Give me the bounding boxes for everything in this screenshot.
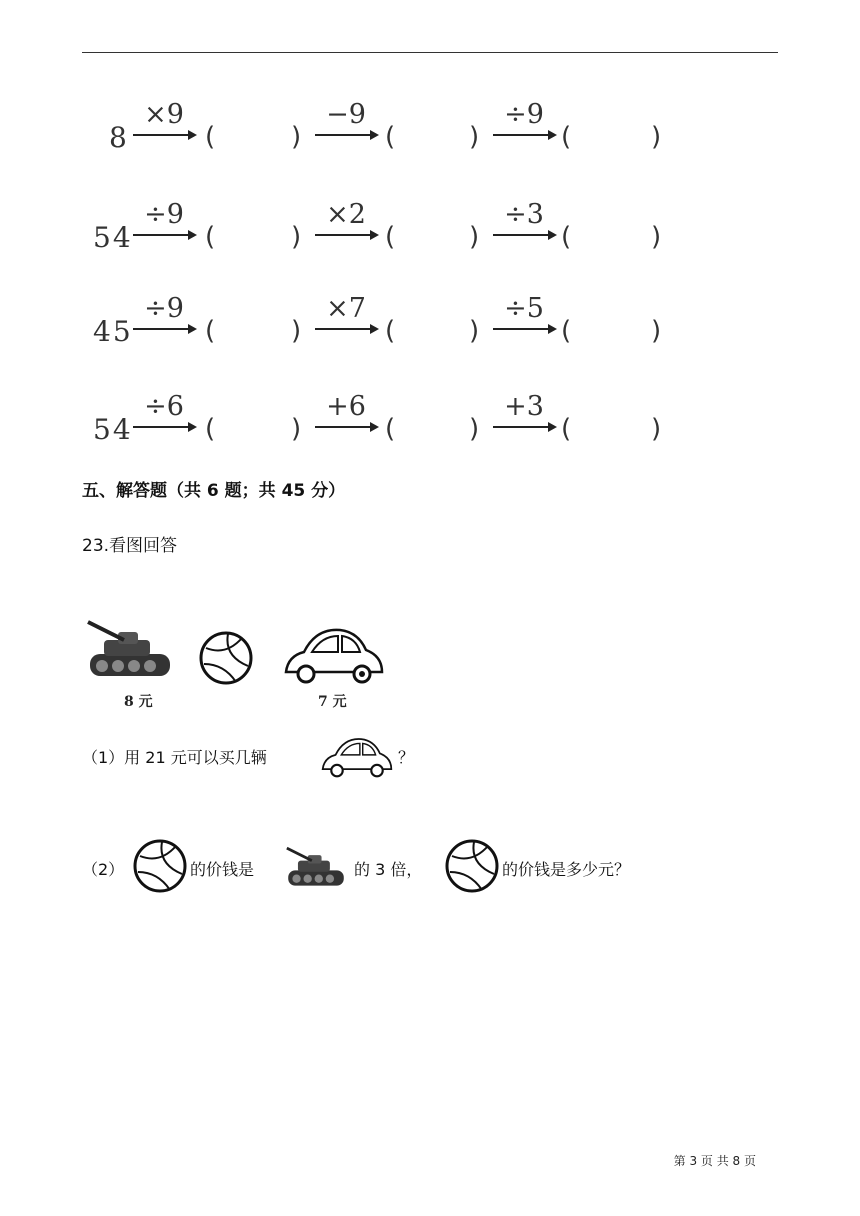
operation-label: ×7: [326, 293, 366, 324]
arrow-icon: [133, 328, 189, 330]
q2-prefix: （2）: [82, 860, 125, 879]
operation-arrow: [315, 100, 381, 150]
operation-label: ÷6: [144, 391, 184, 422]
operation-arrow: [133, 392, 199, 442]
operation-label: ÷5: [504, 293, 544, 324]
arrow-icon: [493, 426, 549, 428]
arrow-icon: [493, 328, 549, 330]
start-number: 54: [93, 221, 133, 254]
operation-label: ×9: [144, 99, 184, 130]
answer-blank-open[interactable]: (: [205, 222, 216, 252]
answer-blank-close: ): [469, 414, 480, 444]
q2-end: 的价钱是多少元？: [502, 860, 631, 879]
answer-blank-open[interactable]: (: [561, 414, 572, 444]
chain-row: [95, 200, 695, 260]
tank-icon: [282, 844, 350, 894]
answer-blank-close: ): [651, 414, 662, 444]
arrow-icon: [133, 134, 189, 136]
operation-arrow: [315, 392, 381, 442]
operation-label: +3: [504, 391, 544, 422]
start-number: 45: [93, 315, 133, 348]
answer-blank-open[interactable]: (: [385, 316, 396, 346]
chain-row: [95, 100, 695, 160]
answer-blank-close: ): [651, 222, 662, 252]
answer-blank-close: ): [469, 122, 480, 152]
car-price: 7 元: [318, 694, 347, 710]
answer-blank-close: ): [651, 316, 662, 346]
header-rule: [82, 52, 778, 53]
answer-blank-close: ): [291, 316, 302, 346]
section-title: 五、解答题（共 6 题；共 45 分）: [82, 481, 346, 501]
volleyball-icon: [198, 630, 254, 686]
q2-times: 的 3 倍，: [354, 860, 423, 879]
operation-label: −9: [326, 99, 366, 130]
car-icon: [282, 620, 386, 690]
answer-blank-open[interactable]: (: [205, 414, 216, 444]
operation-arrow: [493, 100, 559, 150]
operation-label: ÷3: [504, 199, 544, 230]
operation-arrow: [493, 294, 559, 344]
q1-suffix: ？: [398, 748, 415, 767]
answer-blank-open[interactable]: (: [561, 222, 572, 252]
arrow-icon: [133, 426, 189, 428]
page-footer: 第 3 页 共 8 页: [673, 1154, 756, 1168]
answer-blank-open[interactable]: (: [561, 316, 572, 346]
arrow-icon: [315, 134, 371, 136]
arrow-icon: [133, 234, 189, 236]
answer-blank-open[interactable]: (: [385, 222, 396, 252]
volleyball-icon: [444, 838, 500, 894]
arrow-icon: [315, 328, 371, 330]
operation-arrow: [133, 100, 199, 150]
answer-blank-close: ): [291, 414, 302, 444]
answer-blank-close: ): [291, 222, 302, 252]
q2-middle: 的价钱是: [190, 860, 255, 879]
arrow-icon: [493, 234, 549, 236]
sub-question-1: [82, 745, 267, 768]
answer-blank-open[interactable]: (: [205, 316, 216, 346]
operation-arrow: [493, 392, 559, 442]
start-number: 8: [109, 121, 129, 154]
volleyball-icon: [132, 838, 188, 894]
operation-arrow: [133, 294, 199, 344]
operation-label: ÷9: [144, 293, 184, 324]
operation-label: +6: [326, 391, 366, 422]
car-icon: [318, 732, 396, 782]
operation-arrow: [315, 200, 381, 250]
q1-text: （1）用 21 元可以买几辆: [82, 748, 267, 767]
chain-row: [95, 294, 695, 354]
start-number: 54: [93, 413, 133, 446]
question-title: 23.看图回答: [82, 536, 178, 556]
operation-label: ÷9: [504, 99, 544, 130]
answer-blank-close: ): [469, 222, 480, 252]
arrow-icon: [315, 426, 371, 428]
answer-blank-close: ): [291, 122, 302, 152]
operation-label: ×2: [326, 199, 366, 230]
answer-blank-open[interactable]: (: [205, 122, 216, 152]
answer-blank-close: ): [469, 316, 480, 346]
chain-row: [95, 392, 695, 452]
operation-arrow: [493, 200, 559, 250]
answer-blank-open[interactable]: (: [385, 122, 396, 152]
answer-blank-open[interactable]: (: [385, 414, 396, 444]
tank-icon: [84, 616, 176, 688]
operation-arrow: [133, 200, 199, 250]
answer-blank-close: ): [651, 122, 662, 152]
answer-blank-open[interactable]: (: [561, 122, 572, 152]
arrow-icon: [493, 134, 549, 136]
tank-price: 8 元: [124, 694, 153, 710]
operation-arrow: [315, 294, 381, 344]
operation-label: ÷9: [144, 199, 184, 230]
arrow-icon: [315, 234, 371, 236]
